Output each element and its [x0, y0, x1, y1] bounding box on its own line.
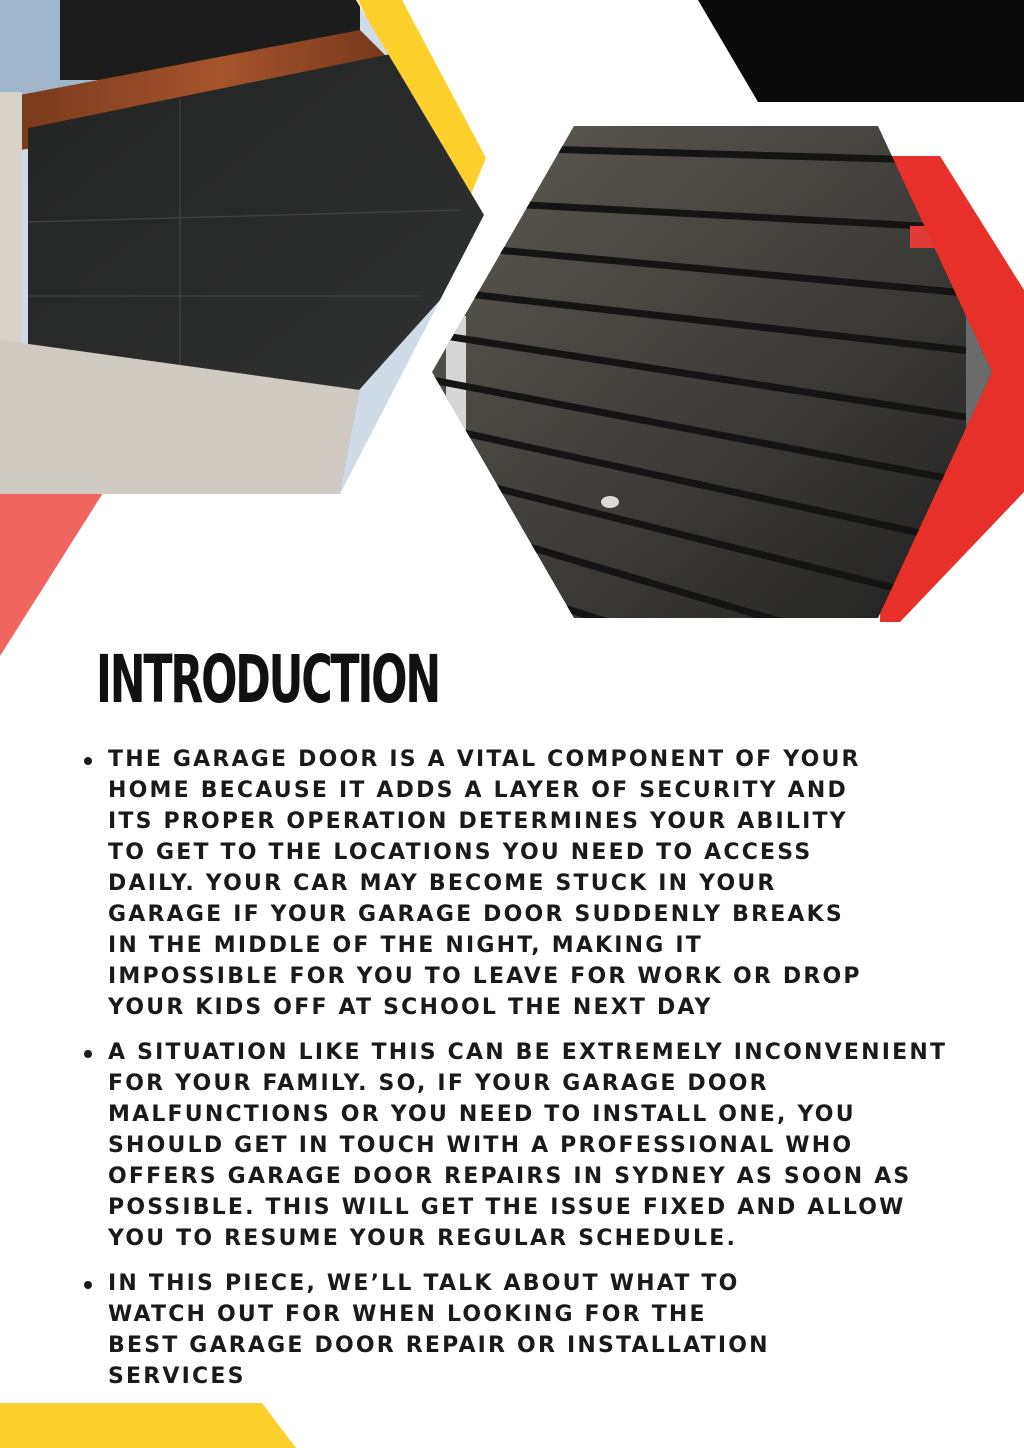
list-item: IN THIS PIECE, WE’LL TALK ABOUT WHAT TO WATCH OUT FOR WHEN LOOKING FOR THE BEST GARAGE DOOR REPAIR OR INSTALLATION SERVICES — [84, 1268, 788, 1392]
yellow-stripe-bottom — [0, 1403, 296, 1448]
list-item: A SITUATION LIKE THIS CAN BE EXTREMELY INCONVENIENT FOR YOUR FAMILY. SO, IF YOUR GARAGE DOOR MALFUNCTIONS OR YOU NEED TO INSTALL ONE, YOU SHOULD GET IN TOUCH WITH A PROFESSIONAL WHO OFFERS GARAGE DOOR REPAIRS IN SYDNEY AS SOON AS POSSIBLE. THIS WILL GET THE ISSUE FIXED AND ALLOW YOU TO RESUME YOUR REGULAR SCHEDULE. — [84, 1037, 968, 1254]
intro-bullet-list — [84, 744, 984, 1406]
garage-door-photo-left — [0, 0, 490, 494]
page-title: INTRODUCTION — [96, 641, 439, 718]
list-item: THE GARAGE DOOR IS A VITAL COMPONENT OF YOUR HOME BECAUSE IT ADDS A LAYER OF SECURITY AND ITS PROPER OPERATION DETERMINES YOUR ABILITY TO GET TO THE LOCATIONS YOU NEED TO ACCESS DAILY. YOUR CAR MAY BECOME STUCK IN YOUR GARAGE IF YOUR GARAGE DOOR SUDDENLY BREAKS IN THE MIDDLE OF THE NIGHT, MAKING IT IMPOSSIBLE FOR YOU TO LEAVE FOR WORK OR DROP YOUR KIDS OFF AT SCHOOL THE NEXT DAY — [84, 744, 868, 1023]
black-corner-shape — [698, 0, 1024, 102]
garage-door-photo-hexagon — [432, 126, 998, 620]
